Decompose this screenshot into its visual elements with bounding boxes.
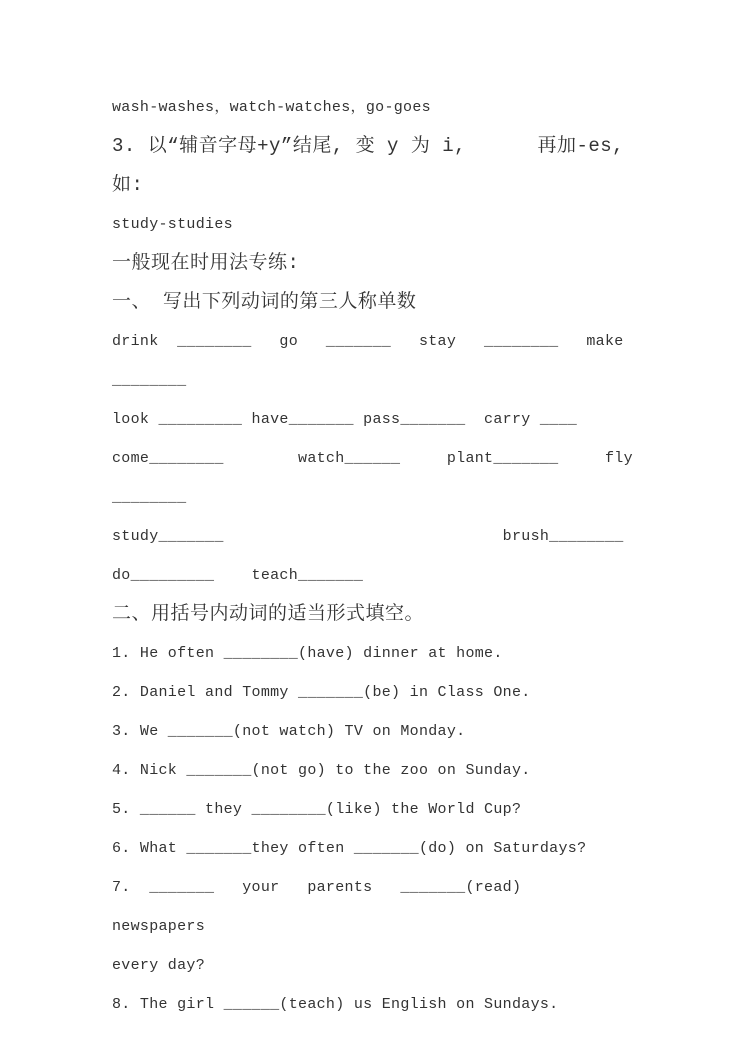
part1-verb-row-2: look _________ have_______ pass_______ carry ____ — [112, 411, 578, 428]
part1-verb-row-5: do_________ teach_______ — [112, 567, 364, 584]
question-3: 3. We _______(not watch) TV on Monday. — [112, 723, 466, 740]
question-8: 8. The girl ______(teach) us English on Sundays. — [112, 996, 559, 1013]
rule-3-consonant-y: 3. 以“辅音字母+y”结尾, 变 y 为 i, 再加-es, 如: — [112, 135, 636, 196]
part2-heading: 二、用括号内动词的适当形式填空。 — [112, 603, 425, 625]
part1-verb-row-1: drink ________ go _______ stay ________ make — [112, 333, 624, 350]
part1-verb-row-1-overflow-blank: ________ — [112, 372, 187, 389]
question-7: 7. _______ your parents _______(read) newspapers — [112, 879, 550, 935]
question-7-continuation: every day? — [112, 957, 206, 974]
part1-verb-row-3-overflow-blank: ________ — [112, 489, 187, 506]
question-1: 1. He often ________(have) dinner at home. — [112, 645, 503, 662]
part1-verb-row-4: study_______ brush________ — [112, 528, 624, 545]
practice-section-title: 一般现在时用法专练: — [112, 252, 300, 274]
question-2: 2. Daniel and Tommy _______(be) in Class One. — [112, 684, 531, 701]
question-6: 6. What _______they often _______(do) on Saturdays? — [112, 840, 587, 857]
part1-heading: 一、 写出下列动词的第三人称单数 — [112, 291, 417, 313]
sibilant-verb-examples: wash-washes，watch-watches，go-goes — [112, 99, 431, 116]
part1-verb-row-3: come________ watch______ plant_______ fly — [112, 450, 633, 467]
question-4: 4. Nick _______(not go) to the zoo on Sunday. — [112, 762, 531, 779]
rule-3-example: study-studies — [112, 216, 233, 233]
question-5: 5. ______ they ________(like) the World Cup? — [112, 801, 522, 818]
